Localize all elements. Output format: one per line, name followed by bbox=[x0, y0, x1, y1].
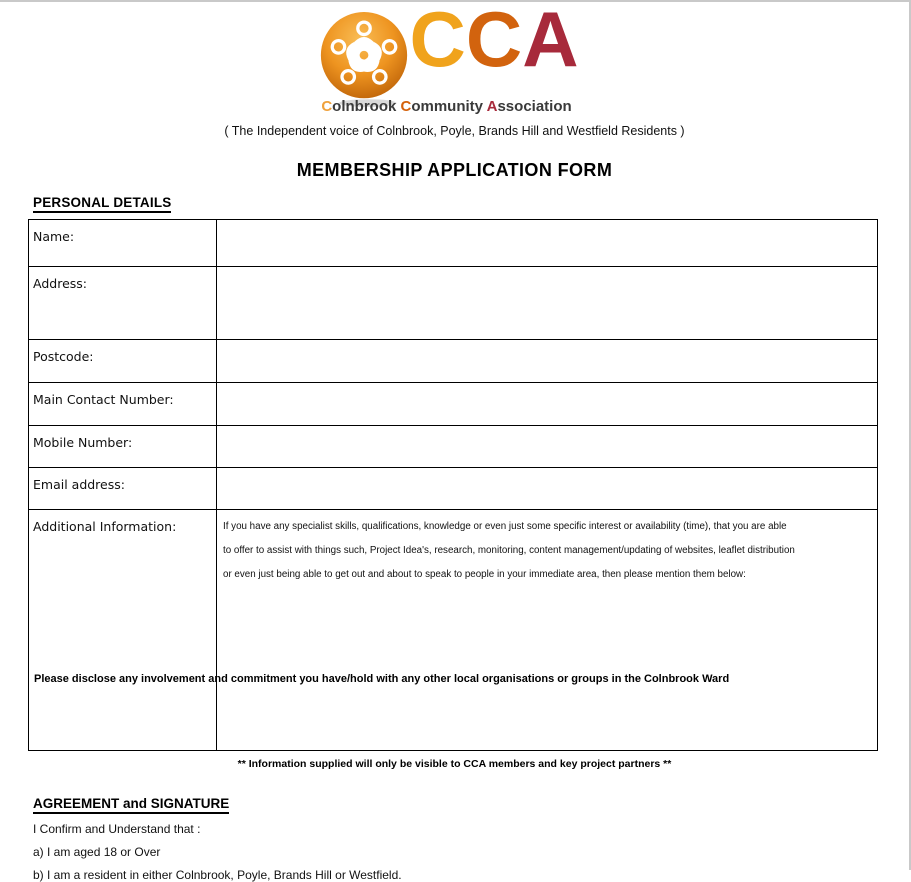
main-contact-number-input-cell[interactable] bbox=[217, 383, 877, 425]
org-name-rest-3: ssociation bbox=[497, 98, 572, 115]
org-name-rest-2: ommunity bbox=[411, 98, 487, 115]
mobile-number-input-cell[interactable] bbox=[217, 426, 877, 467]
org-name bbox=[318, 98, 576, 115]
table-row-additional-info bbox=[29, 510, 877, 750]
org-name-rest-1: olnbrook bbox=[332, 98, 401, 115]
disclosure-note: Please disclose any involvement and commitment you have/hold with any other local organisations or groups in the Colnbrook Ward bbox=[34, 673, 730, 685]
additional-information-input-cell[interactable] bbox=[217, 510, 877, 750]
visibility-footnote: ** Information supplied will only be visible to CCA members and key project partners ** bbox=[237, 758, 672, 770]
table-row-name bbox=[29, 220, 877, 267]
org-name-initial-3: A bbox=[486, 98, 498, 115]
name-label: Name: bbox=[29, 220, 217, 266]
cca-logo bbox=[318, 0, 579, 115]
table-row-main-contact bbox=[29, 383, 877, 426]
cca-letter-c1: C bbox=[409, 0, 466, 83]
cca-people-globe-icon bbox=[318, 9, 410, 109]
org-name-initial-1: C bbox=[321, 98, 333, 115]
address-input-cell[interactable] bbox=[217, 267, 877, 339]
mobile-number-label: Mobile Number: bbox=[29, 426, 217, 467]
email-address-label: Email address: bbox=[29, 468, 217, 509]
table-row-email bbox=[29, 468, 877, 510]
agreement-item-a: a) I am aged 18 or Over bbox=[33, 845, 161, 859]
table-row-mobile bbox=[29, 426, 877, 468]
postcode-label: Postcode: bbox=[29, 340, 217, 382]
personal-details-table bbox=[28, 219, 878, 751]
agreement-signature-heading: AGREEMENT and SIGNATURE bbox=[33, 796, 229, 814]
personal-details-heading: PERSONAL DETAILS bbox=[33, 195, 171, 213]
table-row-address bbox=[29, 267, 877, 340]
additional-info-line-3: or even just being able to get out and about to speak to people in your immediate area, then please mention them below: bbox=[223, 569, 746, 580]
cca-letter-c2: C bbox=[465, 0, 523, 83]
agreement-intro: I Confirm and Understand that : bbox=[33, 822, 201, 836]
org-name-initial-2: C bbox=[400, 98, 412, 115]
name-input-cell[interactable] bbox=[217, 220, 877, 266]
main-contact-number-label: Main Contact Number: bbox=[29, 383, 217, 425]
email-address-input-cell[interactable] bbox=[217, 468, 877, 509]
address-label: Address: bbox=[29, 267, 217, 339]
postcode-input-cell[interactable] bbox=[217, 340, 877, 382]
cca-acronym bbox=[410, 0, 579, 83]
cca-letter-a: A bbox=[522, 0, 579, 83]
additional-info-line-1: If you have any specialist skills, qualifications, knowledge or even just some specific interest or availability (time), that you are able bbox=[223, 521, 787, 532]
table-row-postcode bbox=[29, 340, 877, 383]
agreement-item-b: b) I am a resident in either Colnbrook, Poyle, Brands Hill or Westfield. bbox=[33, 868, 402, 882]
tagline: ( The Independent voice of Colnbrook, Poyle, Brands Hill and Westfield Residents ) bbox=[224, 124, 685, 138]
additional-information-label: Additional Information: bbox=[29, 510, 217, 750]
additional-info-line-2: to offer to assist with things such, Project Idea's, research, monitoring, content management/updating of websites, leaflet distribution bbox=[223, 545, 795, 556]
page-title: MEMBERSHIP APPLICATION FORM bbox=[296, 160, 613, 180]
